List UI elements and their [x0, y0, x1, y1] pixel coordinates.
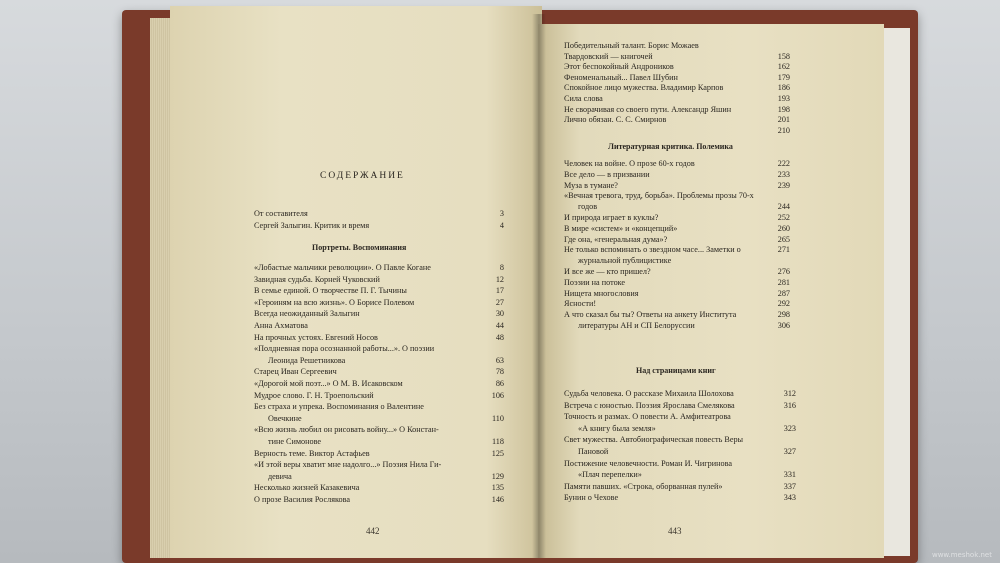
section-heading: Литературная критика. Полемика: [608, 142, 733, 151]
toc-entry-page: 281: [777, 277, 790, 287]
toc-entry: [564, 62, 790, 72]
toc-entry: [564, 289, 790, 299]
toc-entry: [254, 263, 504, 273]
toc-entry-title: В семье единой. О творчестве П. Г. Тычины: [254, 286, 407, 296]
toc-entry: [564, 482, 796, 492]
toc-entry: [254, 460, 504, 470]
toc-entry-title: Овечкине: [268, 413, 302, 423]
toc-entry: [254, 402, 504, 412]
toc-entry: [254, 367, 504, 377]
toc-entry: [254, 495, 504, 505]
toc-entry-title: Не только вспоминать о звездном часе... Заметки о: [564, 245, 741, 255]
toc-entry-title: И природа играет в куклы?: [564, 213, 659, 222]
toc-entry-page: 331: [783, 470, 796, 480]
right-page: [538, 24, 884, 558]
toc-entry: [254, 344, 504, 354]
toc-entry-page: 118: [492, 437, 504, 446]
toc-entry-title: Памяти павших. «Строка, оборванная пулей»: [564, 481, 723, 491]
toc-entry-page: 86: [495, 379, 504, 388]
toc-entry: [254, 209, 504, 219]
toc-entry-page: 201: [777, 115, 790, 125]
section-heading: Над страницами книг: [636, 366, 716, 375]
toc-entry-page: 135: [491, 483, 504, 493]
toc-entry-title: Муза в тумане?: [564, 180, 618, 190]
toc-entry: [564, 278, 790, 288]
toc-entry: [564, 52, 790, 62]
toc-entry: [254, 309, 504, 319]
toc-entry-title: Победительный талант. Борис Можаев: [564, 41, 699, 50]
toc-entry-title: Встреча с юностью. Поэзия Ярослава Смелякова: [564, 400, 735, 410]
toc-entry-page: 30: [495, 309, 504, 319]
toc-entry-page: 63: [495, 355, 504, 365]
toc-entry-title: Завидная судьба. Корней Чуковский: [254, 274, 380, 284]
toc-entry-title: А что сказал бы ты? Ответы на анкету Института: [564, 310, 737, 320]
toc-entry-page: 179: [777, 72, 790, 82]
toc-entry-page: 298: [777, 310, 790, 320]
toc-entry-page: 210: [777, 125, 790, 135]
page-number: 442: [366, 526, 380, 536]
toc-entry-title: Постижение человечности. Роман И. Чигринова: [564, 458, 732, 468]
toc-entry: [564, 235, 790, 245]
toc-entry: [564, 94, 790, 104]
toc-entry-page: 158: [777, 51, 790, 61]
toc-entry: [254, 437, 504, 447]
toc-entry: [254, 472, 504, 482]
toc-entry: [564, 412, 796, 422]
toc-entry-page: 193: [777, 94, 790, 103]
toc-entry: [564, 245, 790, 255]
toc-entry-page: 343: [783, 493, 796, 503]
toc-entry-title: Пановой: [578, 447, 609, 456]
toc-entry: [564, 267, 790, 277]
toc-entry: [254, 286, 504, 296]
toc-entry: [564, 202, 790, 212]
toc-entry: [254, 275, 504, 285]
toc-entry-page: 239: [777, 180, 790, 190]
toc-entry-page: 323: [783, 423, 796, 433]
toc-entry-title: Бунин о Чехове: [564, 493, 619, 503]
toc-entry-page: 17: [495, 286, 504, 296]
toc-entry-title: Твардовский — книгочей: [564, 51, 653, 61]
toc-entry-page: 252: [777, 213, 790, 222]
toc-entry-title: О прозе Василия Рослякова: [254, 495, 351, 504]
toc-entry-page: 276: [777, 267, 790, 276]
toc-entry-page: 78: [495, 367, 504, 377]
toc-entry: [254, 449, 504, 459]
toc-entry: [254, 333, 504, 343]
toc-entry-page: 327: [783, 447, 796, 456]
toc-entry-title: годов: [578, 202, 598, 212]
toc-entry-title: «Лобастые мальчики революции». О Павле Когане: [254, 263, 431, 272]
toc-entry: [254, 391, 504, 401]
watermark: www.meshok.net: [931, 551, 992, 559]
toc-entry-title: Человек на войне. О прозе 60-х годов: [564, 159, 695, 168]
toc-entry: [564, 401, 796, 411]
toc-entry-title: «Плач перепелки»: [578, 470, 642, 480]
toc-entry-page: 316: [783, 400, 796, 410]
toc-entry-page: 48: [495, 332, 504, 342]
toc-entry-title: Судьба человека. О рассказе Михаила Шолохова: [564, 389, 734, 398]
toc-entry-page: 125: [491, 448, 504, 458]
toc-entry-title: Лично обязан. С. С. Смирнов: [564, 115, 667, 125]
toc-entry: [564, 115, 790, 125]
toc-entry-page: 271: [777, 245, 790, 255]
toc-entry: [564, 41, 790, 51]
toc-entry-page: 287: [777, 288, 790, 298]
toc-entry-title: «А книгу была земля»: [578, 423, 656, 433]
toc-entry-title: Феноменальный... Павел Шубин: [564, 72, 678, 82]
toc-entry: [564, 470, 796, 480]
toc-entry-page: 337: [783, 481, 796, 491]
toc-entry-title: «Вечная тревога, труд, борьба». Проблемы прозы 70-х: [564, 191, 754, 201]
toc-entry: [564, 224, 790, 234]
toc-entry: [254, 425, 504, 435]
toc-entry: [564, 83, 790, 93]
toc-entry: [564, 435, 796, 445]
toc-entry-title: Без страха и упрека. Воспоминания о Валентине: [254, 402, 424, 412]
toc-entry-title: Старец Иван Сергеевич: [254, 367, 337, 377]
toc-entry-page: 244: [777, 202, 790, 212]
toc-entry-title: литературы АН и СП Белоруссии: [578, 321, 695, 330]
toc-entry: [564, 256, 790, 266]
toc-entry-title: Ясности!: [564, 299, 597, 309]
toc-entry-title: Верность теме. Виктор Астафьев: [254, 448, 370, 458]
toc-entry: [564, 321, 790, 331]
toc-entry: [564, 170, 790, 180]
toc-entry: [564, 181, 790, 191]
toc-entry-title: Этот беспокойный Андроников: [564, 62, 674, 72]
toc-entry-page: 110: [492, 413, 504, 423]
toc-entry-page: 4: [499, 221, 504, 230]
toc-entry-title: В мире «систем» и «концепций»: [564, 223, 678, 233]
toc-entry-page: 265: [777, 234, 790, 244]
toc-entry-title: И все же — кто пришел?: [564, 267, 651, 276]
toc-entry-title: Мудрое слово. Г. Н. Троепольский: [254, 390, 374, 400]
toc-entry: [564, 389, 796, 399]
left-page: [170, 6, 542, 558]
toc-entry: [254, 483, 504, 493]
toc-entry-title: Всегда неожиданный Залыгин: [254, 309, 360, 319]
toc-entry: [254, 298, 504, 308]
toc-entry-title: Не сворачивая со своего пути. Александр Яшин: [564, 104, 732, 114]
toc-entry-page: 12: [495, 274, 504, 284]
toc-entry: [254, 379, 504, 389]
toc-entry-page: 233: [777, 169, 790, 179]
toc-entry-title: тине Симонове: [268, 437, 322, 446]
toc-entry: [564, 159, 790, 169]
toc-entry: [564, 310, 790, 320]
toc-entry-title: Анна Ахматова: [254, 321, 308, 330]
book-gutter: [532, 14, 546, 558]
section-heading: Портреты. Воспоминания: [312, 243, 407, 252]
toc-entry-title: «Полдневная пора осознанной работы...». О поэзии: [254, 344, 435, 354]
toc-entry-title: девича: [268, 471, 292, 481]
toc-entry-page: 312: [783, 389, 796, 398]
toc-entry: [254, 321, 504, 331]
page-number: 443: [668, 526, 682, 536]
toc-entry-title: Сергей Залыгин. Критик и время: [254, 221, 370, 230]
toc-entry: [254, 414, 504, 424]
toc-entry-page: 222: [777, 159, 790, 168]
toc-entry-page: 106: [491, 390, 504, 400]
toc-entry-page: 3: [499, 209, 504, 218]
toc-entry-title: Свет мужества. Автобиографическая повесть Веры: [564, 435, 744, 445]
book-back-edge: [880, 28, 910, 556]
toc-entry-page: 186: [777, 83, 790, 93]
toc-entry-title: Несколько жизней Казакевича: [254, 483, 360, 493]
toc-entry: [254, 356, 504, 366]
toc-entry: [564, 191, 790, 201]
toc-entry: [564, 447, 796, 457]
toc-entry-title: журнальной публицистике: [578, 256, 672, 266]
toc-entry-page: 44: [495, 321, 504, 330]
toc-entry-page: 8: [499, 263, 504, 272]
toc-entry-title: Леонида Решетникова: [268, 355, 346, 365]
toc-entry: [564, 73, 790, 83]
toc-entry-title: Спокойное лицо мужества. Владимир Карпов: [564, 83, 724, 93]
toc-entry-title: «Героиням на всю жизнь». О Борисе Полевом: [254, 297, 415, 307]
contents-title: СОДЕРЖАНИЕ: [320, 171, 405, 181]
toc-entry-title: Сила слова: [564, 94, 603, 103]
toc-entry-title: Нищета многословия: [564, 288, 639, 298]
toc-entry: [564, 493, 796, 503]
toc-entry: [254, 221, 504, 231]
toc-entry-title: Поэзии на потоке: [564, 277, 626, 287]
toc-entry-page: 292: [777, 299, 790, 309]
toc-entry-page: 162: [777, 62, 790, 72]
toc-entry: [564, 424, 796, 434]
toc-entry-title: «И этой веры хватит мне надолго...» Поэзия Нила Ги-: [254, 460, 442, 470]
toc-entry-title: Где она, «генеральная дума»?: [564, 234, 668, 244]
toc-entry-page: 27: [495, 297, 504, 307]
toc-entry-title: «Дорогой мой поэт...» О М. В. Исаковском: [254, 379, 403, 388]
toc-entry-title: Все дело — в призвании: [564, 169, 650, 179]
toc-entry-title: Точность и размах. О повести А. Амфитеатрова: [564, 412, 731, 422]
toc-entry-title: От составителя: [254, 209, 308, 218]
toc-entry-page: 129: [491, 471, 504, 481]
toc-entry-title: На прочных устоях. Евгений Носов: [254, 332, 378, 342]
toc-entry: [564, 459, 796, 469]
toc-entry-title: «Всю жизнь любил он рисовать войну...» О Констан-: [254, 425, 439, 435]
toc-entry: [564, 126, 790, 136]
toc-entry-page: 198: [777, 104, 790, 114]
toc-entry: [564, 105, 790, 115]
toc-entry: [564, 213, 790, 223]
toc-entry-page: 260: [777, 223, 790, 233]
toc-entry-page: 306: [777, 321, 790, 330]
toc-entry-page: 146: [491, 495, 504, 504]
toc-entry: [564, 299, 790, 309]
